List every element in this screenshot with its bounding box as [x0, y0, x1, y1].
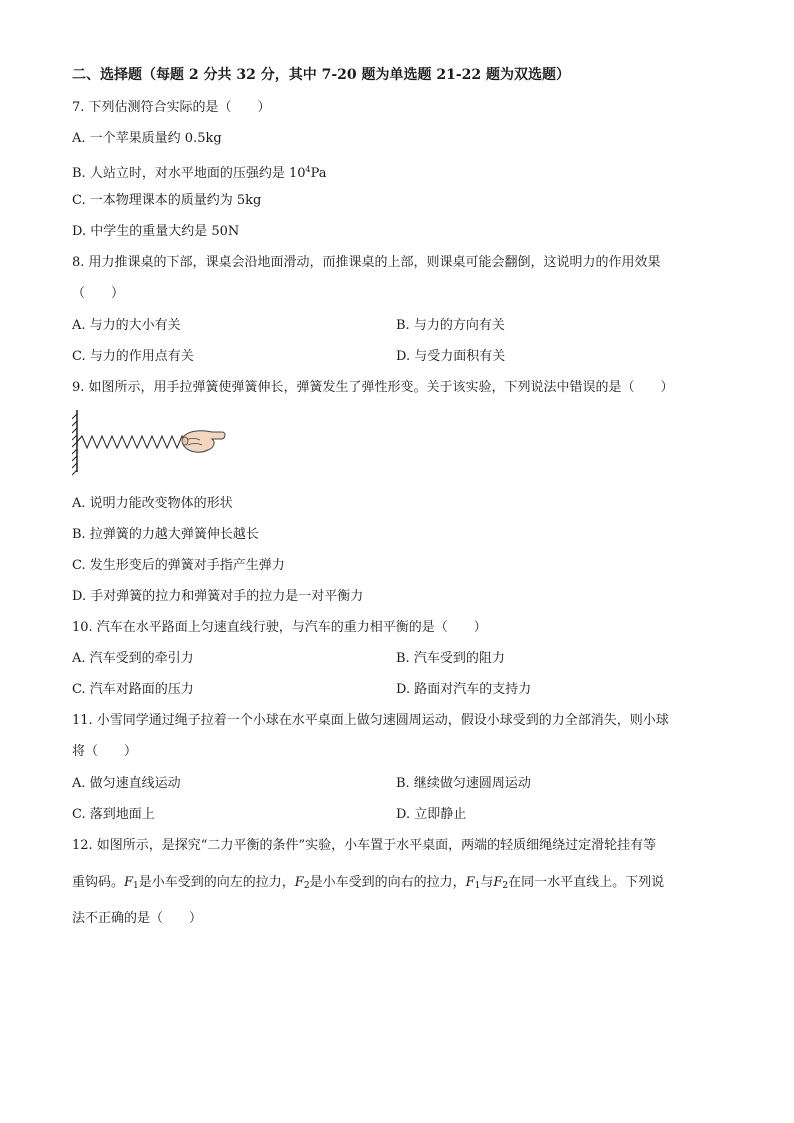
q12-stem-line2	[72, 874, 664, 895]
f2-symbol-2: F	[493, 875, 503, 890]
q8-option-a[interactable]: A. 与力的大小有关	[72, 318, 181, 333]
q9-option-a[interactable]: A. 说明力能改变物体的形状	[72, 496, 233, 511]
q8-stem-line1: 8. 用力推课桌的下部，课桌会沿地面滑动，而推课桌的上部，则课桌可能会翻倒，这说明力的作用效果	[72, 255, 661, 270]
spring-hand-figure	[72, 406, 232, 480]
spring-hand-illustration	[72, 406, 232, 476]
q12-text-mid2: 是小车受到的向右的拉力，	[309, 875, 466, 890]
q11-option-c[interactable]: C. 落到地面上	[72, 807, 155, 822]
q10-option-b[interactable]: B. 汽车受到的阻力	[396, 651, 505, 666]
q7-option-a[interactable]: A. 一个苹果质量约 0.5kg	[72, 131, 222, 146]
f1-subscript: 1	[133, 881, 139, 891]
q8-option-d[interactable]: D. 与受力面积有关	[396, 349, 506, 364]
q12-text-and: 与	[480, 875, 494, 890]
q9-option-c[interactable]: C. 发生形变后的弹簧对手指产生弹力	[72, 558, 285, 573]
q11-option-d[interactable]: D. 立即静止	[396, 807, 467, 822]
q10-option-d[interactable]: D. 路面对汽车的支持力	[396, 682, 532, 697]
q11-option-a[interactable]: A. 做匀速直线运动	[72, 776, 181, 791]
q8-stem-line2: （ ）	[72, 286, 125, 301]
q11-option-b[interactable]: B. 继续做匀速圆周运动	[396, 776, 531, 791]
section-title: 二、选择题（每题 2 分共 32 分，其中 7-20 题为单选题 21-22 题为双选题）	[72, 67, 571, 83]
q12-stem-line3: 法不正确的是（ ）	[72, 911, 203, 926]
q7-option-b-exponent: 4	[305, 165, 311, 174]
q12-text-post: 在同一水平直线上。下列说	[508, 875, 665, 890]
f1-subscript-2: 1	[474, 881, 481, 891]
q7-stem: 7. 下列估测符合实际的是（ ）	[72, 100, 271, 115]
q11-stem-line2: 将（ ）	[72, 744, 138, 759]
q12-text-mid1: 是小车受到的向左的拉力，	[138, 875, 295, 890]
q10-stem: 10. 汽车在水平路面上匀速直线行驶，与汽车的重力相平衡的是（ ）	[72, 620, 487, 635]
q11-stem-line1: 11. 小雪同学通过绳子拉着一个小球在水平桌面上做匀速圆周运动，假设小球受到的力全部消失，则小球	[72, 713, 669, 728]
f2-symbol: F	[294, 875, 304, 890]
f2-subscript-2: 2	[502, 881, 509, 891]
q7-option-b[interactable]	[72, 161, 327, 183]
q9-option-d[interactable]: D. 手对弹簧的拉力和弹簧对手的拉力是一对平衡力	[72, 589, 364, 604]
q7-option-d[interactable]: D. 中学生的重量大约是 50N	[72, 224, 240, 239]
q12-text-pre: 重钩码。	[72, 875, 125, 890]
q8-option-c[interactable]: C. 与力的作用点有关	[72, 349, 194, 364]
q9-stem: 9. 如图所示，用手拉弹簧使弹簧伸长，弹簧发生了弹性形变。关于该实验，下列说法中错误的是（ ）	[72, 380, 674, 395]
q12-stem-line1: 12. 如图所示，是探究“二力平衡的条件”实验，小车置于水平桌面，两端的轻质细绳绕过定滑轮挂有等	[72, 838, 657, 853]
q7-option-b-unit: Pa	[310, 166, 327, 181]
q10-option-c[interactable]: C. 汽车对路面的压力	[72, 682, 194, 697]
q10-option-a[interactable]: A. 汽车受到的牵引力	[72, 651, 194, 666]
q9-option-b[interactable]: B. 拉弹簧的力越大弹簧伸长越长	[72, 527, 259, 542]
f2-subscript: 2	[303, 881, 310, 891]
q7-option-b-text: B. 人站立时，对水平地面的压强约是 10	[72, 166, 306, 181]
f1-symbol: F	[124, 875, 134, 890]
q7-option-c[interactable]: C. 一本物理课本的质量约为 5kg	[72, 193, 262, 208]
f1-symbol-2: F	[465, 875, 475, 890]
q8-option-b[interactable]: B. 与力的方向有关	[396, 318, 505, 333]
